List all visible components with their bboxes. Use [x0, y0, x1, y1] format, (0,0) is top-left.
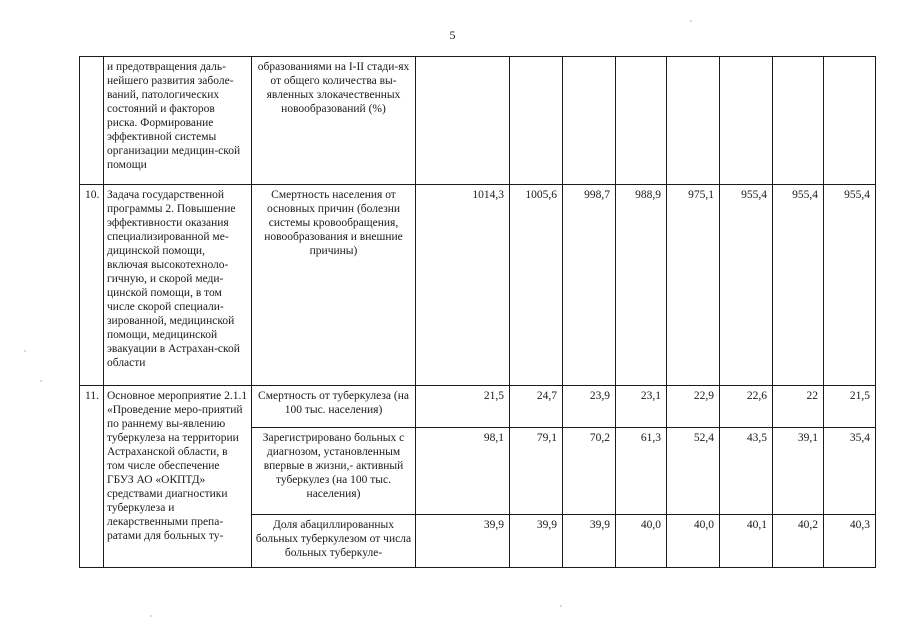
row-number: 10. [80, 185, 104, 386]
task-cell: и предотвращения даль-нейшего развития заболе-ваний, патологических состояний и факторов риска. Формирование эффективной системы организации медицин-ской помощи [104, 57, 252, 185]
value-cell: 24,7 [510, 386, 563, 428]
value-cell: 79,1 [510, 428, 563, 515]
table-row [80, 57, 876, 185]
value-cell: 39,1 [773, 428, 824, 515]
value-cell: 40,1 [720, 515, 773, 568]
value-cell: 23,9 [563, 386, 616, 428]
task-cell: Задача государственной программы 2. Повышение эффективности оказания специализированной ме-дицинской помощи, включая высокотехноло-гичную, и скорой меди-цинской помощи, в том числе скорой специали-зированной, медицинской помощи, медицинской эвакуации в Астрахан-ской области [104, 185, 252, 386]
value-cell: 52,4 [667, 428, 720, 515]
value-cell: 988,9 [616, 185, 667, 386]
value-cell [773, 57, 824, 185]
value-cell [824, 57, 876, 185]
value-cell: 39,9 [563, 515, 616, 568]
page-number: 5 [449, 28, 456, 42]
scan-speckle [40, 380, 42, 382]
indicator-cell: образованиями на I-II стади-ях от общего количества вы-явленных злокачественных новообразований (%) [252, 57, 416, 185]
scan-speckle [560, 605, 562, 607]
value-cell: 1014,3 [416, 185, 510, 386]
indicator-cell: Зарегистрировано больных с диагнозом, установленным впервые в жизни,- активный туберкулез (на 100 тыс. населения) [252, 428, 416, 515]
row-number [80, 57, 104, 185]
value-cell: 22,9 [667, 386, 720, 428]
row-number: 11. [80, 386, 104, 568]
value-cell: 39,9 [416, 515, 510, 568]
value-cell: 998,7 [563, 185, 616, 386]
value-cell: 21,5 [416, 386, 510, 428]
value-cell: 955,4 [720, 185, 773, 386]
value-cell: 61,3 [616, 428, 667, 515]
value-cell: 955,4 [773, 185, 824, 386]
value-cell: 39,9 [510, 515, 563, 568]
value-cell [616, 57, 667, 185]
value-cell: 955,4 [824, 185, 876, 386]
indicator-cell: Смертность населения от основных причин (болезни системы кровообращения, новообразования и внешние причины) [252, 185, 416, 386]
value-cell: 98,1 [416, 428, 510, 515]
value-cell: 40,3 [824, 515, 876, 568]
indicators-table [79, 56, 876, 568]
value-cell: 70,2 [563, 428, 616, 515]
value-cell: 35,4 [824, 428, 876, 515]
value-cell [416, 57, 510, 185]
value-cell: 1005,6 [510, 185, 563, 386]
value-cell: 43,5 [720, 428, 773, 515]
value-cell [720, 57, 773, 185]
value-cell [667, 57, 720, 185]
value-cell: 40,2 [773, 515, 824, 568]
scan-speckle [24, 350, 26, 352]
value-cell: 21,5 [824, 386, 876, 428]
table-row [80, 386, 876, 428]
value-cell: 22 [773, 386, 824, 428]
value-cell [563, 57, 616, 185]
value-cell: 23,1 [616, 386, 667, 428]
value-cell [510, 57, 563, 185]
value-cell: 40,0 [667, 515, 720, 568]
task-cell: Основное мероприятие 2.1.1 «Проведение меро-приятий по раннему вы-явлению туберкулеза на территории Астраханской области, в том числе обеспечение ГБУЗ АО «ОКПТД» средствами диагностики туберкулеза и лекарственными препа-ратами для больных ту- [104, 386, 252, 568]
value-cell: 40,0 [616, 515, 667, 568]
scan-speckle [150, 615, 152, 617]
indicator-cell: Доля абациллированных больных туберкулезом от числа больных туберкуле- [252, 515, 416, 568]
indicator-cell: Смертность от туберкулеза (на 100 тыс. населения) [252, 386, 416, 428]
scan-speckle [690, 20, 692, 22]
table-row [80, 185, 876, 386]
value-cell: 22,6 [720, 386, 773, 428]
value-cell: 975,1 [667, 185, 720, 386]
